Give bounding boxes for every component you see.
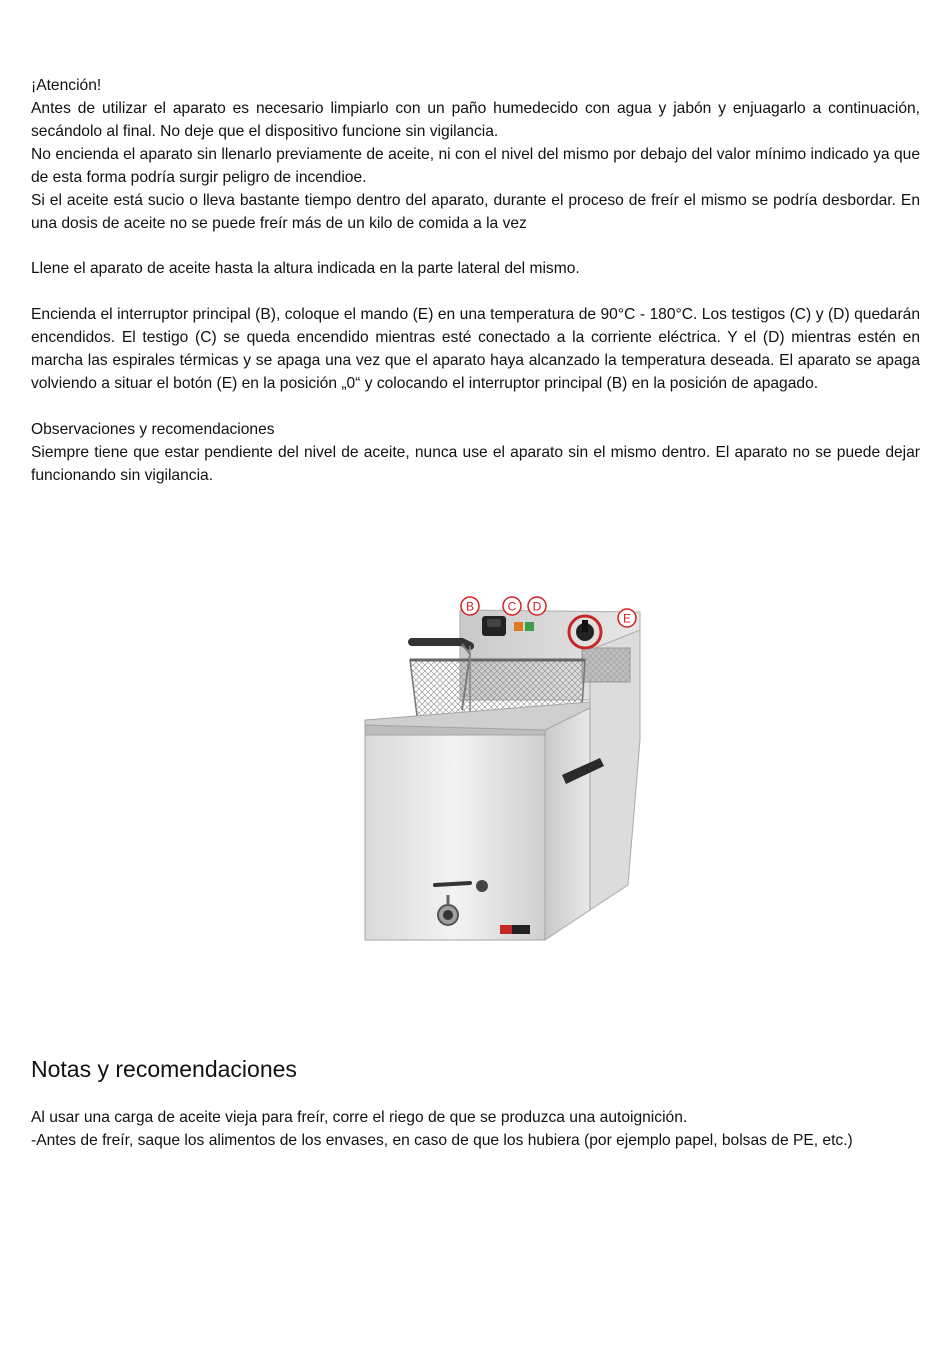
observations-paragraph: Siempre tiene que estar pendiente del nivel de aceite, nunca use el aparato sin el mismo dentro. El aparato no se puede dejar funcionando sin vigilancia. <box>31 444 920 484</box>
fill-oil-paragraph: Llene el aparato de aceite hasta la altura indicada en la parte lateral del mismo. <box>31 260 580 277</box>
attention-title: ¡Atención! <box>31 77 102 94</box>
observations-title: Observaciones y recomendaciones <box>31 421 275 438</box>
operation-paragraph: Encienda el interruptor principal (B), coloque el mando (E) en una temperatura de 90°C - 180°C. Los testigos (C) y (D) quedarán encendidos. El testigo (C) se queda encendido mientras esté conectado a la corriente eléctrica. Y el (D) mientras estén en marcha las espirales térmicas y se apaga una vez que el aparato haya alcanzado la temperatura deseada. El aparato se apaga volviendo a situar el botón (E) en la posición „0“ y colocando el interruptor principal (B) en la posición de apagado. <box>31 306 920 392</box>
indicator-light-d-icon <box>525 622 534 631</box>
callout-e-label: E <box>622 611 632 626</box>
notes-heading: Notas y recomendaciones <box>31 1056 297 1082</box>
callout-d-label: D <box>532 599 542 614</box>
drain-valve-icon <box>476 880 488 892</box>
cleaning-paragraph: Antes de utilizar el aparato es necesario limpiarlo con un paño humedecido con agua y jabón y enjuagarlo a continuación, secándolo al final. No deje que el dispositivo funcione sin vigilancia. <box>31 100 920 140</box>
autoignition-note: Al usar una carga de aceite vieja para freír, corre el riego de que se produzca una autoignición. <box>31 1109 688 1126</box>
oil-level-paragraph: No encienda el aparato sin llenarlo previamente de aceite, ni con el nivel del mismo por debajo del valor mínimo indicado ya que de esta forma podría surgir peligro de incendioe. <box>31 146 920 186</box>
callout-c-label: C <box>507 599 517 614</box>
packaging-note: -Antes de freír, saque los alimentos de los envases, en caso de que los hubiera (por ejemplo papel, bolsas de PE, etc.) <box>31 1132 853 1149</box>
indicator-light-c-icon <box>514 622 523 631</box>
dirty-oil-paragraph: Si el aceite está sucio o lleva bastante tiempo dentro del aparato, durante el proceso de freír el mismo se podría desbordar. En una dosis de aceite no se puede freír más de un kilo de comida a la vez <box>31 192 920 232</box>
fryer-illustration <box>350 590 650 960</box>
callout-b-label: B <box>465 599 475 614</box>
